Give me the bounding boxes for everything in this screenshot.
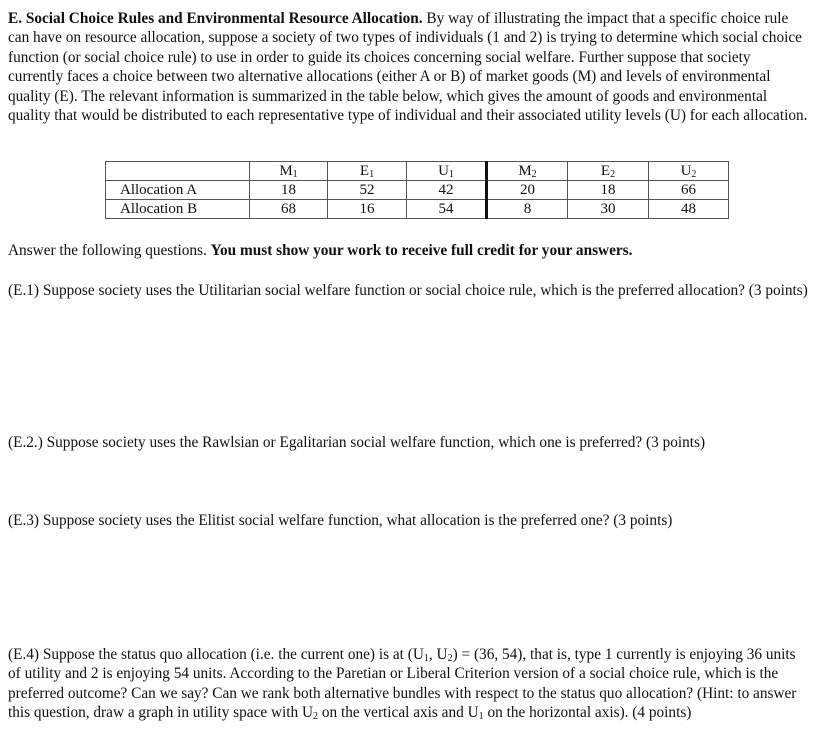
table-cell: 52 xyxy=(328,181,407,200)
header-e2: $E_2$ xyxy=(568,162,649,181)
intro-paragraph xyxy=(8,9,808,125)
instructions-text: Answer the following questions. xyxy=(8,242,211,259)
header-m2: $M_2$ xyxy=(487,162,568,181)
table-cell: 8 xyxy=(487,200,568,219)
question-e4: (E.4) Suppose the status quo allocation (i.e. the current one) is at ($U_1$, $U_2) = (36$, 54), that is, type 1 currently is enjoying 36 units of utility and 2 is enjoying 54 units. According to the Paretian or Liberal Criterion version of a social choice rule, which is the preferred outcome? Can we say? Can we rank both alternative bundles with respect to the status quo allocation? (Hint: to answer this question, draw a graph in utility space with $U_2$ on the vertical axis and $U_1$ on the horizontal axis). (4 points) xyxy=(8,646,797,723)
header-u2: $U_2$ xyxy=(649,162,729,181)
header-u1: $U_1$ xyxy=(407,162,487,181)
row-label: Allocation B xyxy=(106,200,250,219)
table-cell: 30 xyxy=(568,200,649,219)
header-m1: $M_1$ xyxy=(250,162,328,181)
row-label: Allocation A xyxy=(106,181,250,200)
instructions-bold: You must show your work to receive full credit for your answers. xyxy=(210,242,633,259)
table-cell: 42 xyxy=(407,181,487,200)
table-cell: 18 xyxy=(250,181,328,200)
table-cell: 54 xyxy=(407,200,487,219)
table-cell: 68 xyxy=(250,200,328,219)
table-header-row xyxy=(106,162,729,181)
table-cell: 48 xyxy=(649,200,729,219)
question-e3: (E.3) Suppose society uses the Elitist social welfare function, what allocation is the preferred one? (3 points) xyxy=(8,512,673,529)
table-row xyxy=(106,200,729,219)
instructions xyxy=(8,241,808,260)
section-heading: E. Social Choice Rules and Environmental Resource Allocation. xyxy=(8,10,423,27)
table-cell: 66 xyxy=(649,181,729,200)
question-e2: (E.2.) Suppose society uses the Rawlsian or Egalitarian social welfare function, which one is preferred? (3 points) xyxy=(8,434,706,451)
table-cell: 18 xyxy=(568,181,649,200)
allocation-table xyxy=(105,161,729,219)
question-e1: (E.1) Suppose society uses the Utilitarian social welfare function or social choice rule, which is the preferred allocation? (3 points) xyxy=(8,282,808,299)
intro-text: By way of illustrating the impact that a specific choice rule can have on resource allocation, suppose a society of two types of individuals (1 and 2) is trying to determine which social choice function (or social choice rule) to use in order to guide its choices concerning social welfare. Further suppose that society currently faces a choice between two alternative allocations (either A or B) of market goods (M) and levels of environmental quality (E). The relevant information is summarized in the table below, which gives the amount of goods and environmental quality that would be distributed to each representative type of individual and their associated utility levels (U) for each allocation. xyxy=(8,10,808,125)
table-row xyxy=(106,181,729,200)
table-corner-cell xyxy=(106,162,250,181)
header-e1: $E_1$ xyxy=(328,162,407,181)
table-cell: 16 xyxy=(328,200,407,219)
table-cell: 20 xyxy=(487,181,568,200)
